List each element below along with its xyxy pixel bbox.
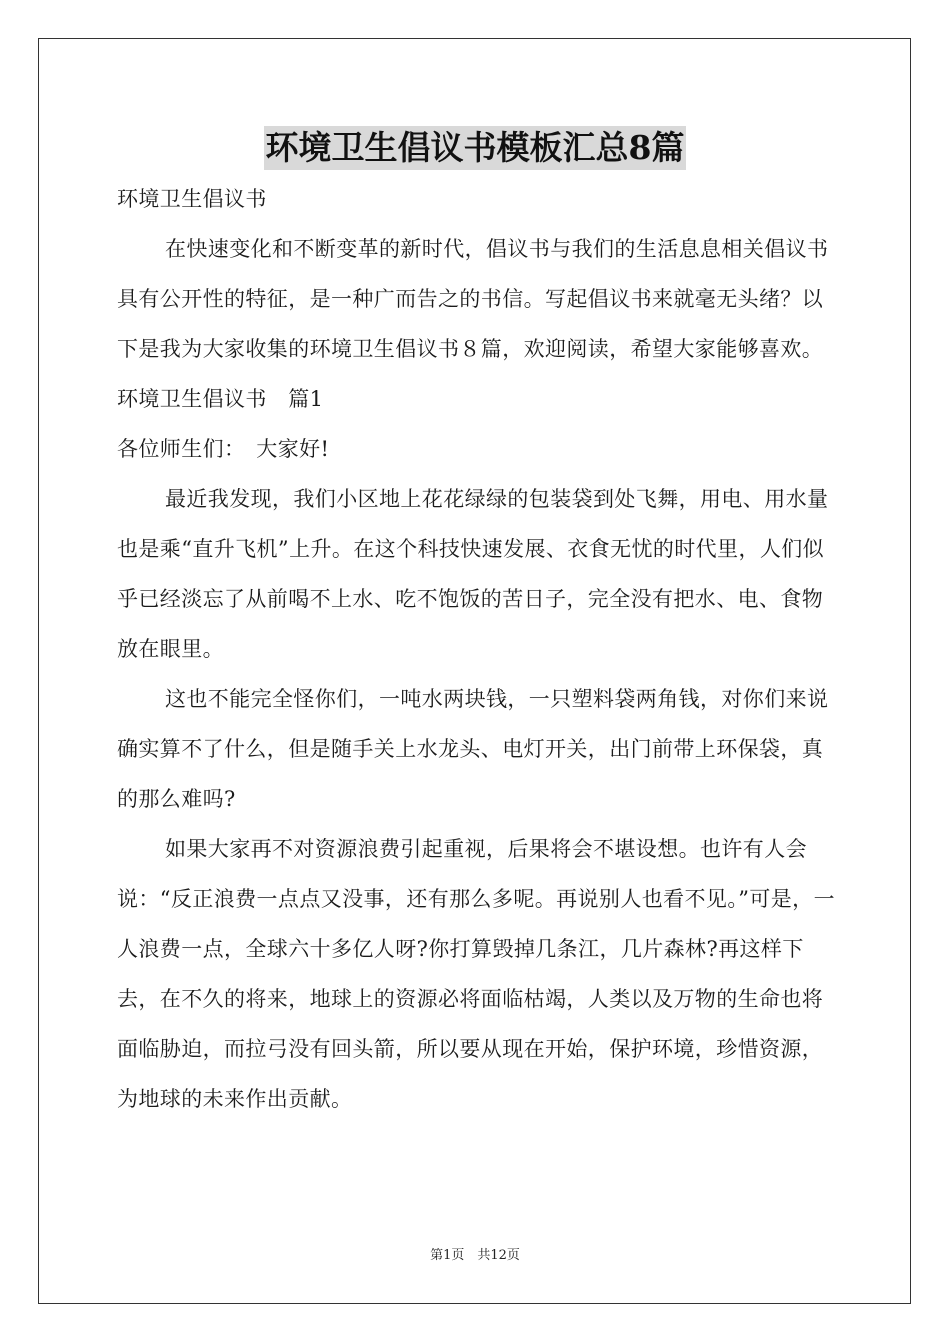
paragraph-heading: 环境卫生倡议书 xyxy=(117,187,267,211)
paragraph: 如果大家再不对资源浪费引起重视，后果将会不堪设想。也许有人会说：“反正浪费一点点又没事，还有那么多呢。再说别人也看不见。”可是，一人浪费一点，全球六十多亿人呀?你打算毁掉几条江，几片森林?再这样下去，在不久的将来，地球上的资源必将面临枯竭，人类以及万物的生命也将面临胁迫，而拉弓没有回头箭，所以要从现在开始，保护环境，珍惜资源，为地球的未来作出贡献。 xyxy=(117,837,835,1111)
salutation: 各位师生们： 大家好! xyxy=(117,437,330,461)
paragraph: 这也不能完全怪你们，一吨水两块钱，一只塑料袋两角钱，对你们来说确实算不了什么，但是随手关上水龙头、电灯开关，出门前带上环保袋，真的那么难吗? xyxy=(117,687,829,811)
document-body xyxy=(117,174,837,1124)
paragraph-intro: 在快速变化和不断变革的新时代，倡议书与我们的生活息息相关倡议书具有公开性的特征，是一种广而告之的书信。写起倡议书来就毫无头绪？以下是我为大家收集的环境卫生倡议书８篇，欢迎阅读，希望大家能够喜欢。 xyxy=(117,237,829,361)
paragraph: 最近我发现，我们小区地上花花绿绿的包装袋到处飞舞，用电、用水量也是乘“直升飞机”上升。在这个科技快速发展、衣食无忧的时代里，人们似乎已经淡忘了从前喝不上水、吃不饱饭的苦日子，完全没有把水、电、食物放在眼里。 xyxy=(117,487,829,661)
title-container xyxy=(0,126,950,170)
section-heading: 环境卫生倡议书 篇1 xyxy=(117,387,324,411)
page-number: 第1页 共12页 xyxy=(430,1248,520,1263)
document-title: 环境卫生倡议书模板汇总8篇 xyxy=(264,126,687,170)
